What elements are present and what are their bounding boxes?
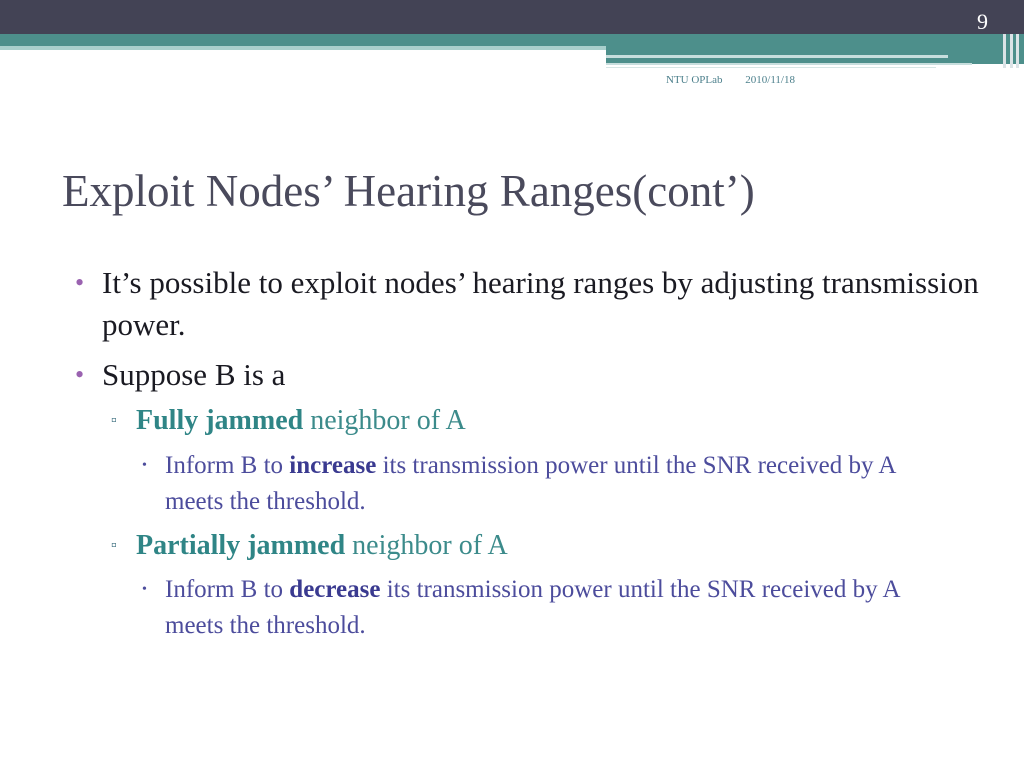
bullet-level2 xyxy=(136,403,976,439)
org-label: NTU OPLab xyxy=(666,74,723,86)
slide-title: Exploit Nodes’ Hearing Ranges(cont’) xyxy=(62,166,755,216)
bullet-level1: • It’s possible to exploit nodes’ hearing ranges by adjusting transmission power. xyxy=(102,262,982,346)
bold-term: Partially jammed xyxy=(136,530,346,561)
bullet-text: its transmission power until the SNR received by A meets the threshold. xyxy=(165,452,896,515)
bullet-text: its transmission power until the SNR received by A meets the threshold. xyxy=(165,576,900,639)
bullet-level1: • Suppose B is a xyxy=(102,354,982,396)
bold-term: increase xyxy=(289,452,377,479)
bold-term: decrease xyxy=(289,576,381,603)
slide-number: 9 xyxy=(977,9,988,34)
date-label: 2010/11/18 xyxy=(745,74,795,86)
bold-term: Fully jammed xyxy=(136,405,304,436)
bullet-level2 xyxy=(136,528,976,564)
bullet-text: Inform B to xyxy=(165,576,290,603)
bullet-text: Inform B to xyxy=(165,452,290,479)
bullet-level3 xyxy=(165,572,945,644)
bullet-text: neighbor of A xyxy=(303,405,466,436)
bullet-level3 xyxy=(165,448,945,520)
bullet-text: neighbor of A xyxy=(345,530,508,561)
